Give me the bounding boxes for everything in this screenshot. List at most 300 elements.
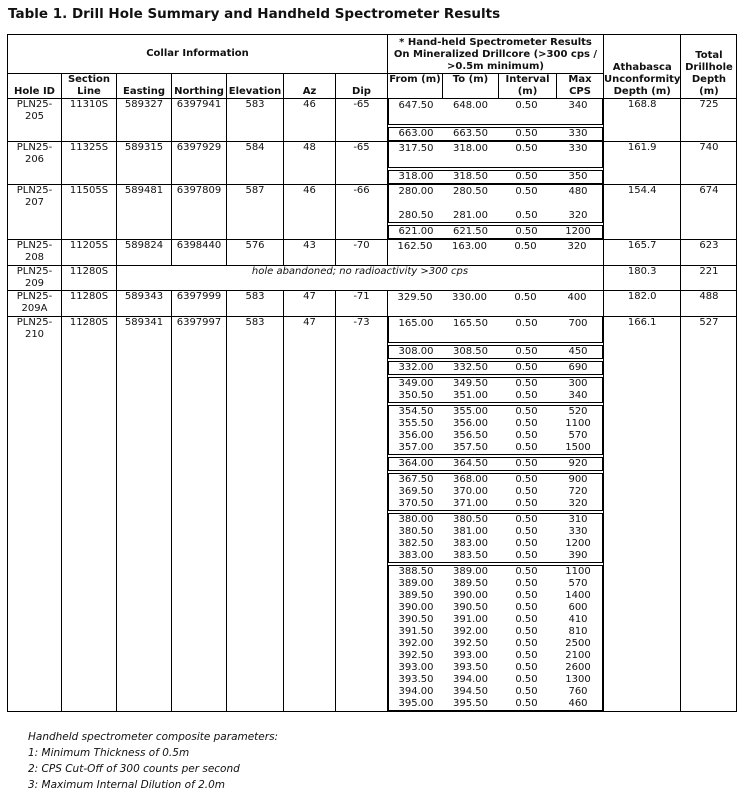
max-cps-value: 340 [568, 100, 588, 111]
from-value: 393.50 [398, 674, 434, 685]
interval-value: 0.50 [515, 566, 538, 577]
easting-cell: 589481 [117, 185, 172, 240]
interval-value: 0.50 [514, 241, 537, 252]
table-row [8, 291, 737, 317]
table-row [8, 142, 737, 185]
az-cell: 48 [284, 142, 336, 185]
to-value: 371.00 [453, 498, 488, 509]
interval-value: 0.50 [515, 210, 538, 221]
drill-hole-table [7, 34, 737, 712]
az-cell: 43 [284, 240, 336, 266]
table-row [8, 185, 737, 240]
section-line-cell: 11280S [62, 317, 117, 712]
to-value: 364.50 [453, 458, 488, 469]
elevation-cell: 583 [227, 291, 284, 317]
from-value: 391.50 [398, 626, 434, 637]
result-row [389, 198, 602, 210]
result-row [389, 474, 602, 486]
to-value: 392.50 [453, 638, 488, 649]
notes-heading: Handheld spectrometer composite parameters: [28, 731, 279, 743]
interval-value: 0.50 [515, 638, 538, 649]
note-item: 2: CPS Cut-Off of 300 counts per second [28, 763, 240, 775]
result-group [388, 142, 603, 168]
to-header: To (m) [443, 74, 499, 98]
from-value: 349.00 [398, 378, 434, 389]
interval-value: 0.50 [515, 538, 538, 549]
max-cps-value: 1400 [565, 590, 591, 601]
max-cps-value: 1200 [565, 226, 591, 237]
result-row [389, 346, 602, 358]
from-value: 165.00 [398, 318, 434, 329]
dip-cell: -65 [336, 99, 388, 142]
dip-cell: -73 [336, 317, 388, 712]
interval-value [498, 198, 555, 210]
table-title: Table 1. Drill Hole Summary and Handheld Spectrometer Results [8, 6, 501, 22]
note-item: 1: Minimum Thickness of 0.5m [28, 747, 190, 759]
to-value: 318.50 [453, 171, 488, 182]
easting-cell: 589315 [117, 142, 172, 185]
to-value: 370.00 [453, 486, 488, 497]
max-cps-value [554, 253, 600, 265]
result-row [389, 430, 602, 442]
result-row [389, 590, 602, 602]
spectrometer-results [388, 142, 604, 185]
northing-cell: 6397941 [172, 99, 227, 142]
result-group [388, 513, 603, 563]
max-cps-value: 310 [568, 514, 588, 525]
from-value [389, 330, 443, 342]
max-cps-value: 2600 [565, 662, 591, 673]
interval-value: 0.50 [515, 362, 538, 373]
to-value [443, 330, 498, 342]
max-cps-value: 1100 [565, 566, 591, 577]
dip-header: Dip [336, 74, 388, 99]
easting-header: Easting [117, 74, 172, 99]
to-value: 394.00 [453, 674, 488, 685]
from-value [389, 155, 443, 167]
from-value: 369.50 [398, 486, 434, 497]
max-cps-value: 340 [568, 390, 588, 401]
section-line-cell: 11280S [62, 291, 117, 317]
max-cps-value: 480 [568, 186, 588, 197]
to-value: 280.50 [453, 186, 488, 197]
spectrometer-results [388, 317, 604, 712]
result-row [389, 498, 602, 510]
from-value: 388.50 [398, 566, 434, 577]
max-cps-value: 1300 [565, 674, 591, 685]
interval-value: 0.50 [515, 686, 538, 697]
from-value: 364.00 [398, 458, 434, 469]
max-cps-value: 400 [567, 292, 587, 303]
spectrometer-results [388, 240, 604, 266]
from-value: 329.50 [397, 292, 433, 303]
hole-id-cell: PLN25-205 [8, 99, 62, 142]
section-line-cell: 11325S [62, 142, 117, 185]
interval-value: 0.50 [515, 590, 538, 601]
elevation-cell: 576 [227, 240, 284, 266]
result-group [388, 240, 603, 265]
elevation-cell: 583 [227, 99, 284, 142]
max-cps-value: 810 [568, 626, 588, 637]
northing-cell: 6397929 [172, 142, 227, 185]
result-group [388, 291, 603, 316]
from-value: 395.00 [398, 698, 434, 709]
northing-cell: 6398440 [172, 240, 227, 266]
to-value: 281.00 [453, 210, 488, 221]
max-cps-value: 2100 [565, 650, 591, 661]
to-value [443, 198, 498, 210]
result-group [388, 170, 603, 184]
az-cell: 46 [284, 99, 336, 142]
result-row [389, 378, 602, 390]
max-cps-value [555, 198, 601, 210]
to-value: 663.50 [453, 128, 488, 139]
max-cps-value: 460 [568, 698, 588, 709]
to-value: 389.50 [453, 578, 488, 589]
result-row [389, 458, 602, 470]
athabasca-cell: 180.3 [604, 266, 681, 291]
interval-value [498, 155, 555, 167]
athabasca-cell: 165.7 [604, 240, 681, 266]
to-value: 381.00 [453, 526, 488, 537]
total-depth-cell: 674 [681, 185, 737, 240]
to-value: 163.00 [452, 241, 487, 252]
max-cps-value: 330 [568, 143, 588, 154]
athabasca-cell: 161.9 [604, 142, 681, 185]
interval-value: 0.50 [515, 226, 538, 237]
hole-id-cell: PLN25-210 [8, 317, 62, 712]
to-value: 390.00 [453, 590, 488, 601]
result-row [388, 241, 603, 253]
hole-id-cell: PLN25-208 [8, 240, 62, 266]
interval-value: 0.50 [515, 474, 538, 485]
interval-value: 0.50 [514, 292, 537, 303]
interval-value: 0.50 [515, 186, 538, 197]
interval-value [497, 253, 554, 265]
max-cps-value: 1500 [565, 442, 591, 453]
total-depth-cell: 221 [681, 266, 737, 291]
table-row [8, 99, 737, 142]
interval-value: 0.50 [515, 674, 538, 685]
max-cps-value: 900 [568, 474, 588, 485]
from-value: 367.50 [398, 474, 434, 485]
interval-value: 0.50 [515, 486, 538, 497]
result-row [389, 686, 602, 698]
elevation-cell: 584 [227, 142, 284, 185]
from-value: 663.00 [398, 128, 434, 139]
max-cps-value: 2500 [565, 638, 591, 649]
interval-value: 0.50 [515, 430, 538, 441]
result-row [389, 486, 602, 498]
interval-value: 0.50 [515, 346, 538, 357]
result-row [389, 550, 602, 562]
result-row [389, 662, 602, 674]
interval-value: 0.50 [515, 514, 538, 525]
from-value: 350.50 [398, 390, 434, 401]
section-line-cell: 11205S [62, 240, 117, 266]
section-line-cell: 11505S [62, 185, 117, 240]
interval-value [498, 330, 555, 342]
interval-value: 0.50 [515, 442, 538, 453]
dip-cell: -66 [336, 185, 388, 240]
to-value: 308.50 [453, 346, 488, 357]
to-value: 351.00 [453, 390, 488, 401]
hole-id-cell: PLN25-207 [8, 185, 62, 240]
max-cps-value [555, 330, 601, 342]
result-row [389, 578, 602, 590]
hole-id-cell: PLN25-209 [8, 266, 62, 291]
to-value: 383.00 [453, 538, 488, 549]
interval-value: 0.50 [515, 378, 538, 389]
from-value: 308.00 [398, 346, 434, 357]
result-row [389, 514, 602, 526]
max-cps-value: 320 [568, 498, 588, 509]
result-row [389, 674, 602, 686]
result-group [388, 345, 603, 359]
result-row [389, 566, 602, 578]
northing-cell: 6397999 [172, 291, 227, 317]
total-depth-cell: 623 [681, 240, 737, 266]
hole-id-header: Hole ID [8, 74, 62, 99]
total-depth-cell: 740 [681, 142, 737, 185]
athabasca-cell: 168.8 [604, 99, 681, 142]
max-cps-value: 330 [568, 526, 588, 537]
result-row [389, 226, 602, 238]
result-row [389, 330, 602, 342]
result-row [389, 128, 602, 140]
from-value: 647.50 [398, 100, 434, 111]
from-value: 389.50 [398, 590, 434, 601]
to-value: 621.50 [453, 226, 488, 237]
az-cell: 47 [284, 317, 336, 712]
interval-value: 0.50 [515, 526, 538, 537]
from-value: 357.00 [398, 442, 434, 453]
from-header: From (m) [388, 74, 443, 98]
max-cps-value: 690 [568, 362, 588, 373]
from-value: 392.50 [398, 650, 434, 661]
dip-cell: -70 [336, 240, 388, 266]
result-group [388, 457, 603, 471]
result-row [389, 155, 602, 167]
from-value: 393.00 [398, 662, 434, 673]
notes [28, 729, 278, 793]
to-value: 383.50 [453, 550, 488, 561]
max-cps-value [555, 155, 601, 167]
result-row [389, 526, 602, 538]
interval-value: 0.50 [515, 128, 538, 139]
az-cell: 46 [284, 185, 336, 240]
spectrometer-results [388, 185, 604, 240]
to-value: 393.50 [453, 662, 488, 673]
from-value: 280.00 [398, 186, 434, 197]
to-value [442, 253, 497, 265]
section-line-cell: 11310S [62, 99, 117, 142]
from-value: 390.00 [398, 602, 434, 613]
max-cps-value: 920 [568, 458, 588, 469]
northing-header: Northing [172, 74, 227, 99]
result-row [389, 390, 602, 402]
result-row [389, 210, 602, 222]
to-value: 390.50 [453, 602, 488, 613]
from-value: 318.00 [398, 171, 434, 182]
max-cps-value: 1100 [565, 418, 591, 429]
max-cps-value: 320 [567, 241, 587, 252]
to-value: 356.00 [453, 418, 488, 429]
max-cps-value: 350 [568, 171, 588, 182]
from-value: 380.00 [398, 514, 434, 525]
interval-value: 0.50 [515, 550, 538, 561]
from-value: 621.00 [398, 226, 434, 237]
northing-cell: 6397997 [172, 317, 227, 712]
to-value: 393.00 [453, 650, 488, 661]
result-row [389, 650, 602, 662]
result-group [388, 99, 603, 125]
max-cps-value: 300 [568, 378, 588, 389]
interval-header: Interval (m) [499, 74, 557, 98]
max-cps-value: 700 [568, 318, 588, 329]
interval-value: 0.50 [515, 662, 538, 673]
max-cps-value: 1200 [565, 538, 591, 549]
total-depth-cell: 488 [681, 291, 737, 317]
max-cps-value: 760 [568, 686, 588, 697]
result-row [388, 253, 603, 265]
max-cps-value: 330 [568, 128, 588, 139]
interval-value: 0.50 [515, 602, 538, 613]
to-value: 392.00 [453, 626, 488, 637]
result-group [388, 317, 603, 343]
result-group [388, 377, 603, 403]
from-value: 332.00 [398, 362, 434, 373]
max-cps-value: 720 [568, 486, 588, 497]
interval-value: 0.50 [515, 406, 538, 417]
to-value: 389.00 [453, 566, 488, 577]
total-depth-cell: 527 [681, 317, 737, 712]
from-value [389, 112, 443, 124]
from-value: 356.00 [398, 430, 434, 441]
from-value: 392.00 [398, 638, 434, 649]
total-depth-cell: 725 [681, 99, 737, 142]
from-value: 354.50 [398, 406, 434, 417]
elevation-cell: 583 [227, 317, 284, 712]
from-value [388, 253, 442, 265]
result-row [389, 362, 602, 374]
result-row [388, 292, 603, 304]
result-group [388, 565, 603, 711]
from-value: 355.50 [398, 418, 434, 429]
interval-value [498, 112, 555, 124]
to-value [443, 155, 498, 167]
result-row [389, 318, 602, 330]
az-cell: 47 [284, 291, 336, 317]
athabasca-cell: 154.4 [604, 185, 681, 240]
elevation-cell: 587 [227, 185, 284, 240]
az-header: Az [284, 74, 336, 99]
result-row [389, 112, 602, 124]
table-row [8, 240, 737, 266]
table-row [8, 317, 737, 712]
from-value: 317.50 [398, 143, 434, 154]
easting-cell: 589343 [117, 291, 172, 317]
max-cps-value: 410 [568, 614, 588, 625]
to-value: 318.00 [453, 143, 488, 154]
to-value: 368.00 [453, 474, 488, 485]
result-row [389, 538, 602, 550]
collar-info-header: Collar Information [8, 35, 388, 74]
interval-value: 0.50 [515, 143, 538, 154]
to-value: 332.50 [453, 362, 488, 373]
interval-value: 0.50 [515, 650, 538, 661]
from-value: 390.50 [398, 614, 434, 625]
table-row [8, 266, 737, 291]
result-row [389, 698, 602, 710]
elevation-header: Elevation [227, 74, 284, 99]
section-line-cell: 11280S [62, 266, 117, 291]
result-group [388, 225, 603, 239]
spectrometer-header: * Hand-held Spectrometer Results On Mineralized Drillcore (>300 cps / >0.5m minimum) [388, 35, 604, 74]
from-value: 382.50 [398, 538, 434, 549]
to-value: 355.00 [453, 406, 488, 417]
spectrometer-results [388, 99, 604, 142]
hole-id-cell: PLN25-206 [8, 142, 62, 185]
max-cps-value: 520 [568, 406, 588, 417]
max-cps-value: 320 [568, 210, 588, 221]
to-value: 357.50 [453, 442, 488, 453]
interval-value: 0.50 [515, 318, 538, 329]
to-value: 356.50 [453, 430, 488, 441]
athabasca-header: Athabasca Unconformity Depth (m) [604, 35, 681, 99]
max-cps-value: 570 [568, 430, 588, 441]
interval-value: 0.50 [515, 614, 538, 625]
interval-value: 0.50 [515, 171, 538, 182]
result-row [389, 602, 602, 614]
result-row [389, 171, 602, 183]
to-value: 391.00 [453, 614, 488, 625]
result-group [388, 473, 603, 511]
athabasca-cell: 182.0 [604, 291, 681, 317]
result-group [388, 405, 603, 455]
hole-id-cell: PLN25-209A [8, 291, 62, 317]
max-cps-header: Max CPS [568, 74, 592, 97]
dip-cell: -71 [336, 291, 388, 317]
from-value: 380.50 [398, 526, 434, 537]
northing-cell: 6397809 [172, 185, 227, 240]
to-value: 394.50 [453, 686, 488, 697]
interval-value: 0.50 [515, 390, 538, 401]
to-value: 648.00 [453, 100, 488, 111]
note-item: 3: Maximum Internal Dilution of 2.0m [28, 779, 226, 791]
result-group [388, 185, 603, 223]
result-row [389, 100, 602, 112]
athabasca-cell: 166.1 [604, 317, 681, 712]
to-value: 330.00 [452, 292, 487, 303]
from-value: 383.00 [398, 550, 434, 561]
abandoned-note: hole abandoned; no radioactivity >300 cps [117, 266, 604, 291]
max-cps-value: 450 [568, 346, 588, 357]
result-row [389, 614, 602, 626]
result-row [389, 638, 602, 650]
from-value: 162.50 [397, 241, 433, 252]
easting-cell: 589327 [117, 99, 172, 142]
interval-value: 0.50 [515, 626, 538, 637]
interval-value: 0.50 [515, 498, 538, 509]
result-row [389, 442, 602, 454]
to-value: 395.50 [453, 698, 488, 709]
max-cps-value: 570 [568, 578, 588, 589]
spectrometer-results [388, 291, 604, 317]
to-value [443, 112, 498, 124]
to-value: 165.50 [453, 318, 488, 329]
easting-cell: 589341 [117, 317, 172, 712]
